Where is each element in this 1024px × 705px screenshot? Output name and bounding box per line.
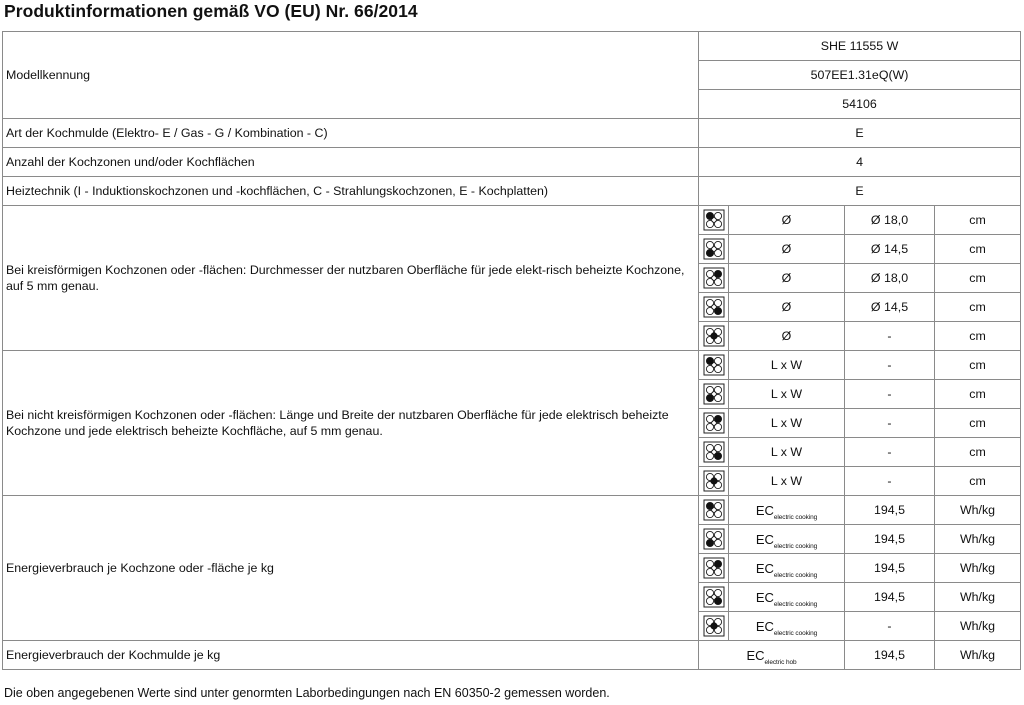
zone-unit: cm <box>935 293 1021 322</box>
zone-value: - <box>845 380 935 409</box>
row-value: 4 <box>699 148 1021 177</box>
zone-icon-cell <box>699 293 729 322</box>
zone-icon-cell <box>699 525 729 554</box>
zone-icon-cell <box>699 612 729 641</box>
ec-symbol <box>729 554 845 583</box>
zone-unit: Wh/kg <box>935 496 1021 525</box>
zone-unit: cm <box>935 351 1021 380</box>
group-label: Bei kreisförmigen Kochzonen oder -flächen: Durchmesser der nutzbaren Oberfläche für jede elekt-risch beheizte Kochzone, auf 5 mm genau. <box>3 206 699 351</box>
ec-symbol <box>729 583 845 612</box>
row-value: E <box>699 177 1021 206</box>
zone-value: Ø 14,5 <box>845 235 935 264</box>
zone-value: - <box>845 322 935 351</box>
zone-icon-cell <box>699 583 729 612</box>
table-row <box>3 351 1021 380</box>
ec-symbol <box>699 641 845 670</box>
zone-icon-cell <box>699 351 729 380</box>
zone-icon-cell <box>699 380 729 409</box>
model-value: 507EE1.31eQ(W) <box>699 61 1021 90</box>
ec-subscript: electric cooking <box>773 542 818 550</box>
ec-symbol <box>729 496 845 525</box>
zone-symbol: L x W <box>729 438 845 467</box>
zone-unit: cm <box>935 409 1021 438</box>
hob-zone-center-icon <box>703 618 725 632</box>
ec-subscript: electric cooking <box>773 629 818 637</box>
zone-unit: Wh/kg <box>935 554 1021 583</box>
row-value: E <box>699 119 1021 148</box>
hob-zone-center-icon <box>703 328 725 342</box>
zone-value: - <box>845 467 935 496</box>
row-label: Anzahl der Kochzonen und/oder Kochflächen <box>3 148 699 177</box>
group-label: Bei nicht kreisförmigen Kochzonen oder -flächen: Länge und Breite der nutzbaren Oberfläche für jede elektrisch beheizte Kochzone und jede elektrisch beheizte Kochfläche, auf 5 mm genau. <box>3 351 699 496</box>
zone-value: 194,5 <box>845 525 935 554</box>
zone-symbol: L x W <box>729 351 845 380</box>
hob-zone-top-left-icon <box>703 212 725 226</box>
zone-unit: cm <box>935 380 1021 409</box>
hob-zone-bottom-left-icon <box>703 531 725 545</box>
zone-icon-cell <box>699 322 729 351</box>
zone-value: 194,5 <box>845 496 935 525</box>
zone-value: 194,5 <box>845 554 935 583</box>
zone-icon-cell <box>699 264 729 293</box>
zone-icon-cell <box>699 438 729 467</box>
table-row <box>3 177 1021 206</box>
ec-subscript: electric hob <box>764 658 797 666</box>
table-row <box>3 148 1021 177</box>
zone-value: - <box>845 351 935 380</box>
zone-symbol: Ø <box>729 322 845 351</box>
ec-symbol <box>729 612 845 641</box>
ec-main: EC <box>746 647 765 663</box>
ec-subscript: electric cooking <box>773 600 818 608</box>
hob-zone-bottom-left-icon <box>703 241 725 255</box>
hob-zone-top-left-icon <box>703 357 725 371</box>
model-value: 54106 <box>699 90 1021 119</box>
zone-icon-cell <box>699 467 729 496</box>
row-unit: Wh/kg <box>935 641 1021 670</box>
zone-unit: cm <box>935 206 1021 235</box>
ec-subscript: electric cooking <box>773 571 818 579</box>
zone-value: - <box>845 438 935 467</box>
energy-zones-group <box>3 496 1021 641</box>
hob-zone-top-left-icon <box>703 502 725 516</box>
zone-icon-cell <box>699 409 729 438</box>
zone-symbol: Ø <box>729 235 845 264</box>
zone-symbol: L x W <box>729 380 845 409</box>
ec-main: EC <box>755 560 774 576</box>
row-label: Heiztechnik (I - Induktionskochzonen und -kochflächen, C - Strahlungskochzonen, E - Kochplatten) <box>3 177 699 206</box>
zone-symbol: Ø <box>729 206 845 235</box>
table-row <box>3 119 1021 148</box>
zone-symbol: Ø <box>729 293 845 322</box>
zone-symbol: Ø <box>729 264 845 293</box>
zone-icon-cell <box>699 496 729 525</box>
table-row <box>3 641 1021 670</box>
footer-note: Die oben angegebenen Werte sind unter genormten Laborbedingungen nach EN 60350-2 gemessen worden. <box>4 686 610 700</box>
zone-unit: cm <box>935 235 1021 264</box>
hob-zone-bottom-right-icon <box>703 444 725 458</box>
round-zones-group <box>3 206 1021 351</box>
ec-main: EC <box>755 502 774 518</box>
hob-zone-center-icon <box>703 473 725 487</box>
hob-zone-bottom-left-icon <box>703 386 725 400</box>
product-info-table <box>2 31 1021 670</box>
row-label: Energieverbrauch der Kochmulde je kg <box>3 641 699 670</box>
nonround-zones-group <box>3 351 1021 496</box>
zone-value: - <box>845 409 935 438</box>
hob-zone-top-right-icon <box>703 415 725 429</box>
ec-main: EC <box>755 531 774 547</box>
zone-unit: cm <box>935 264 1021 293</box>
zone-unit: cm <box>935 467 1021 496</box>
group-label: Energieverbrauch je Kochzone oder -fläche je kg <box>3 496 699 641</box>
row-label: Art der Kochmulde (Elektro- E / Gas - G / Kombination - C) <box>3 119 699 148</box>
table-row <box>3 206 1021 235</box>
ec-main: EC <box>755 589 774 605</box>
zone-value: 194,5 <box>845 583 935 612</box>
model-label: Modellkennung <box>3 32 699 119</box>
ec-main: EC <box>755 618 774 634</box>
ec-subscript: electric cooking <box>773 513 818 521</box>
zone-unit: Wh/kg <box>935 525 1021 554</box>
zone-unit: cm <box>935 438 1021 467</box>
hob-zone-bottom-right-icon <box>703 299 725 313</box>
zone-unit: Wh/kg <box>935 612 1021 641</box>
zone-symbol: L x W <box>729 409 845 438</box>
zone-unit: Wh/kg <box>935 583 1021 612</box>
hob-zone-top-right-icon <box>703 560 725 574</box>
zone-icon-cell <box>699 235 729 264</box>
table-row <box>3 496 1021 525</box>
zone-value: Ø 18,0 <box>845 264 935 293</box>
ec-symbol <box>729 525 845 554</box>
hob-zone-bottom-right-icon <box>703 589 725 603</box>
hob-zone-top-right-icon <box>703 270 725 284</box>
model-value: SHE 11555 W <box>699 32 1021 61</box>
page-title: Produktinformationen gemäß VO (EU) Nr. 66/2014 <box>4 1 418 21</box>
zone-value: Ø 18,0 <box>845 206 935 235</box>
row-value: 194,5 <box>845 641 935 670</box>
zone-symbol: L x W <box>729 467 845 496</box>
zone-value: - <box>845 612 935 641</box>
zone-unit: cm <box>935 322 1021 351</box>
zone-value: Ø 14,5 <box>845 293 935 322</box>
table-row <box>3 32 1021 61</box>
zone-icon-cell <box>699 554 729 583</box>
zone-icon-cell <box>699 206 729 235</box>
